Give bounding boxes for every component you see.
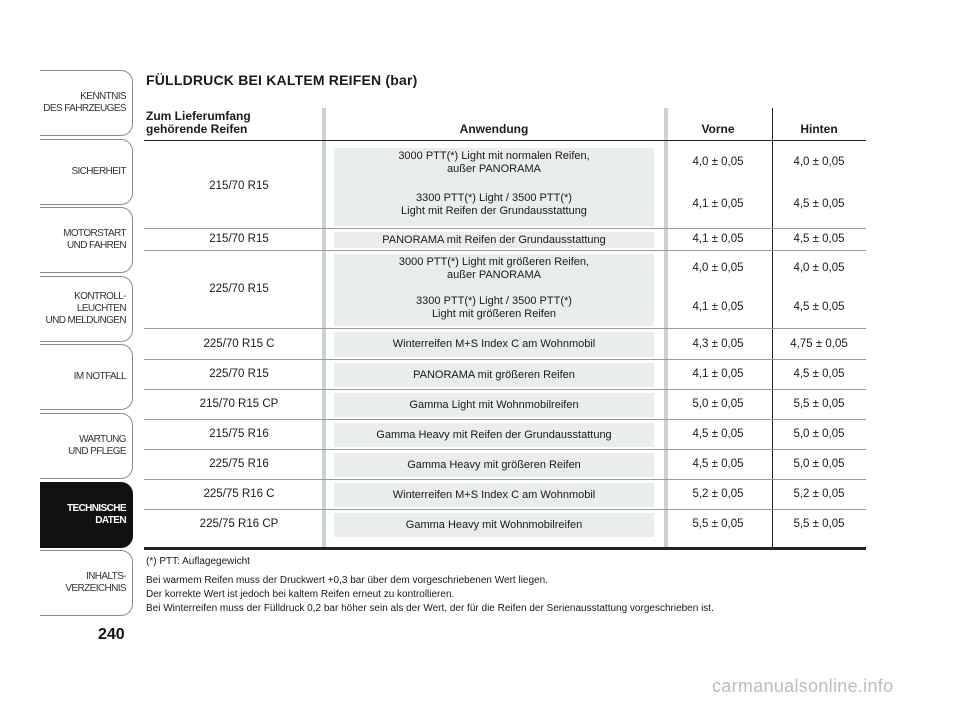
rear-pressure: 4,0 ± 0,05	[793, 262, 845, 274]
page-title: FÜLLDRUCK BEI KALTEM REIFEN (bar)	[146, 72, 418, 88]
application-text: Gamma Light mit Wohnmobilreifen	[409, 398, 579, 411]
front-pressure: 4,1 ± 0,05	[692, 301, 744, 313]
sidebar-tab[interactable]: TECHNISCHE DATEN	[40, 482, 133, 548]
tire-size: 225/70 R15	[209, 368, 269, 380]
application-text: Gamma Heavy mit Reifen der Grundausstattung	[376, 428, 612, 441]
application-text: Gamma Heavy mit größeren Reifen	[407, 458, 581, 471]
sidebar-tab[interactable]: KENNTNIS DES FAHRZEUGES	[40, 70, 133, 136]
rear-pressure: 5,0 ± 0,05	[793, 428, 845, 440]
rear-pressure: 5,5 ± 0,05	[793, 398, 845, 410]
header-rule	[144, 140, 866, 141]
tire-size: 215/70 R15	[209, 233, 269, 245]
application-text: PANORAMA mit größeren Reifen	[413, 368, 575, 381]
page-number: 240	[98, 626, 125, 643]
application-text: Gamma Heavy mit Wohnmobilreifen	[405, 518, 583, 531]
rear-pressure: 4,75 ± 0,05	[790, 337, 848, 350]
front-pressure: 4,0 ± 0,05	[692, 262, 744, 274]
front-pressure: 4,1 ± 0,05	[692, 233, 744, 245]
footnote: (*) PTT: Auflagegewicht	[146, 556, 250, 567]
tire-size: 225/70 R15 C	[203, 337, 275, 350]
watermark: carmanualsonline.info	[712, 676, 894, 696]
note-line: Bei warmem Reifen muss der Druckwert +0,3 bar über dem vorgeschriebenen Wert liegen.	[146, 575, 548, 586]
note-line: Bei Winterreifen muss der Fülldruck 0,2 bar höher sein als der Wert, der für die Reifen der Serienausstattung vorgeschrieben ist.	[146, 603, 714, 614]
application-text: 3300 PTT(*) Light / 3500 PTT(*) Light mit größeren Reifen	[416, 295, 572, 320]
tire-size: 225/75 R16 C	[203, 488, 275, 500]
front-pressure: 4,5 ± 0,05	[692, 428, 744, 440]
tire-pressure-table	[144, 108, 866, 550]
front-pressure: 4,5 ± 0,05	[692, 458, 744, 470]
rear-pressure: 4,5 ± 0,05	[793, 197, 845, 210]
notes	[146, 556, 866, 617]
sidebar-tab[interactable]: MOTORSTART UND FAHREN	[40, 207, 133, 273]
table-row	[144, 510, 866, 540]
sidebar-tab[interactable]: INHALTS- VERZEICHNIS	[40, 550, 133, 616]
table-row	[144, 145, 866, 229]
front-pressure: 5,0 ± 0,05	[692, 398, 744, 410]
front-pressure: 4,3 ± 0,05	[692, 337, 744, 350]
application-text: Winterreifen M+S Index C am Wohnmobil	[392, 338, 596, 350]
table-row	[144, 420, 866, 450]
sidebar-tab[interactable]: IM NOTFALL	[40, 344, 133, 410]
table-row	[144, 360, 866, 390]
rear-pressure: 4,0 ± 0,05	[793, 155, 845, 168]
header-front: Vorne	[701, 122, 735, 136]
tire-size: 215/70 R15	[209, 180, 269, 192]
tire-size: 225/75 R16 CP	[199, 518, 279, 530]
tire-size: 215/70 R15 CP	[199, 398, 279, 410]
note-line: Der korrekte Wert ist jedoch bei kaltem Reifen erneut zu kontrollieren.	[146, 589, 455, 600]
tire-size: 225/70 R15	[209, 283, 269, 295]
front-pressure: 4,1 ± 0,05	[692, 197, 744, 210]
header-tires: Zum Lieferumfang gehörende Reifen	[146, 109, 251, 136]
application-text: 3300 PTT(*) Light / 3500 PTT(*) Light mit Reifen der Grundausstattung	[401, 191, 587, 217]
sidebar-tab[interactable]: WARTUNG UND PFLEGE	[40, 413, 133, 479]
table-row	[144, 480, 866, 510]
front-pressure: 4,1 ± 0,05	[692, 368, 744, 380]
rear-pressure: 5,5 ± 0,05	[793, 518, 845, 530]
sidebar-tab[interactable]: KONTROLL- LEUCHTEN UND MELDUNGEN	[40, 276, 133, 342]
header-application: Anwendung	[459, 122, 529, 136]
application-text: PANORAMA mit Reifen der Grundausstattung	[382, 233, 606, 246]
tire-size: 215/75 R16	[209, 428, 269, 440]
front-pressure: 5,2 ± 0,05	[692, 488, 744, 500]
front-pressure: 4,0 ± 0,05	[692, 155, 744, 168]
tire-size: 225/75 R16	[209, 458, 269, 470]
rear-pressure: 5,0 ± 0,05	[793, 458, 845, 470]
header-rear: Hinten	[800, 122, 838, 136]
sidebar-tab[interactable]: SICHERHEIT	[40, 139, 133, 205]
rear-pressure: 4,5 ± 0,05	[793, 301, 845, 313]
front-pressure: 5,5 ± 0,05	[692, 518, 744, 530]
application-text: 3000 PTT(*) Light mit normalen Reifen, außer PANORAMA	[398, 149, 590, 175]
table-row	[144, 450, 866, 480]
rear-pressure: 4,5 ± 0,05	[793, 233, 845, 245]
application-text: 3000 PTT(*) Light mit größeren Reifen, außer PANORAMA	[398, 256, 590, 281]
rear-pressure: 5,2 ± 0,05	[793, 488, 845, 500]
table-row	[144, 390, 866, 420]
table-row	[144, 329, 866, 360]
table-bottom-rule	[144, 547, 866, 550]
application-text: Winterreifen M+S Index C am Wohnmobil	[392, 488, 596, 501]
table-row	[144, 229, 866, 251]
table-row	[144, 251, 866, 329]
rear-pressure: 4,5 ± 0,05	[793, 368, 845, 380]
